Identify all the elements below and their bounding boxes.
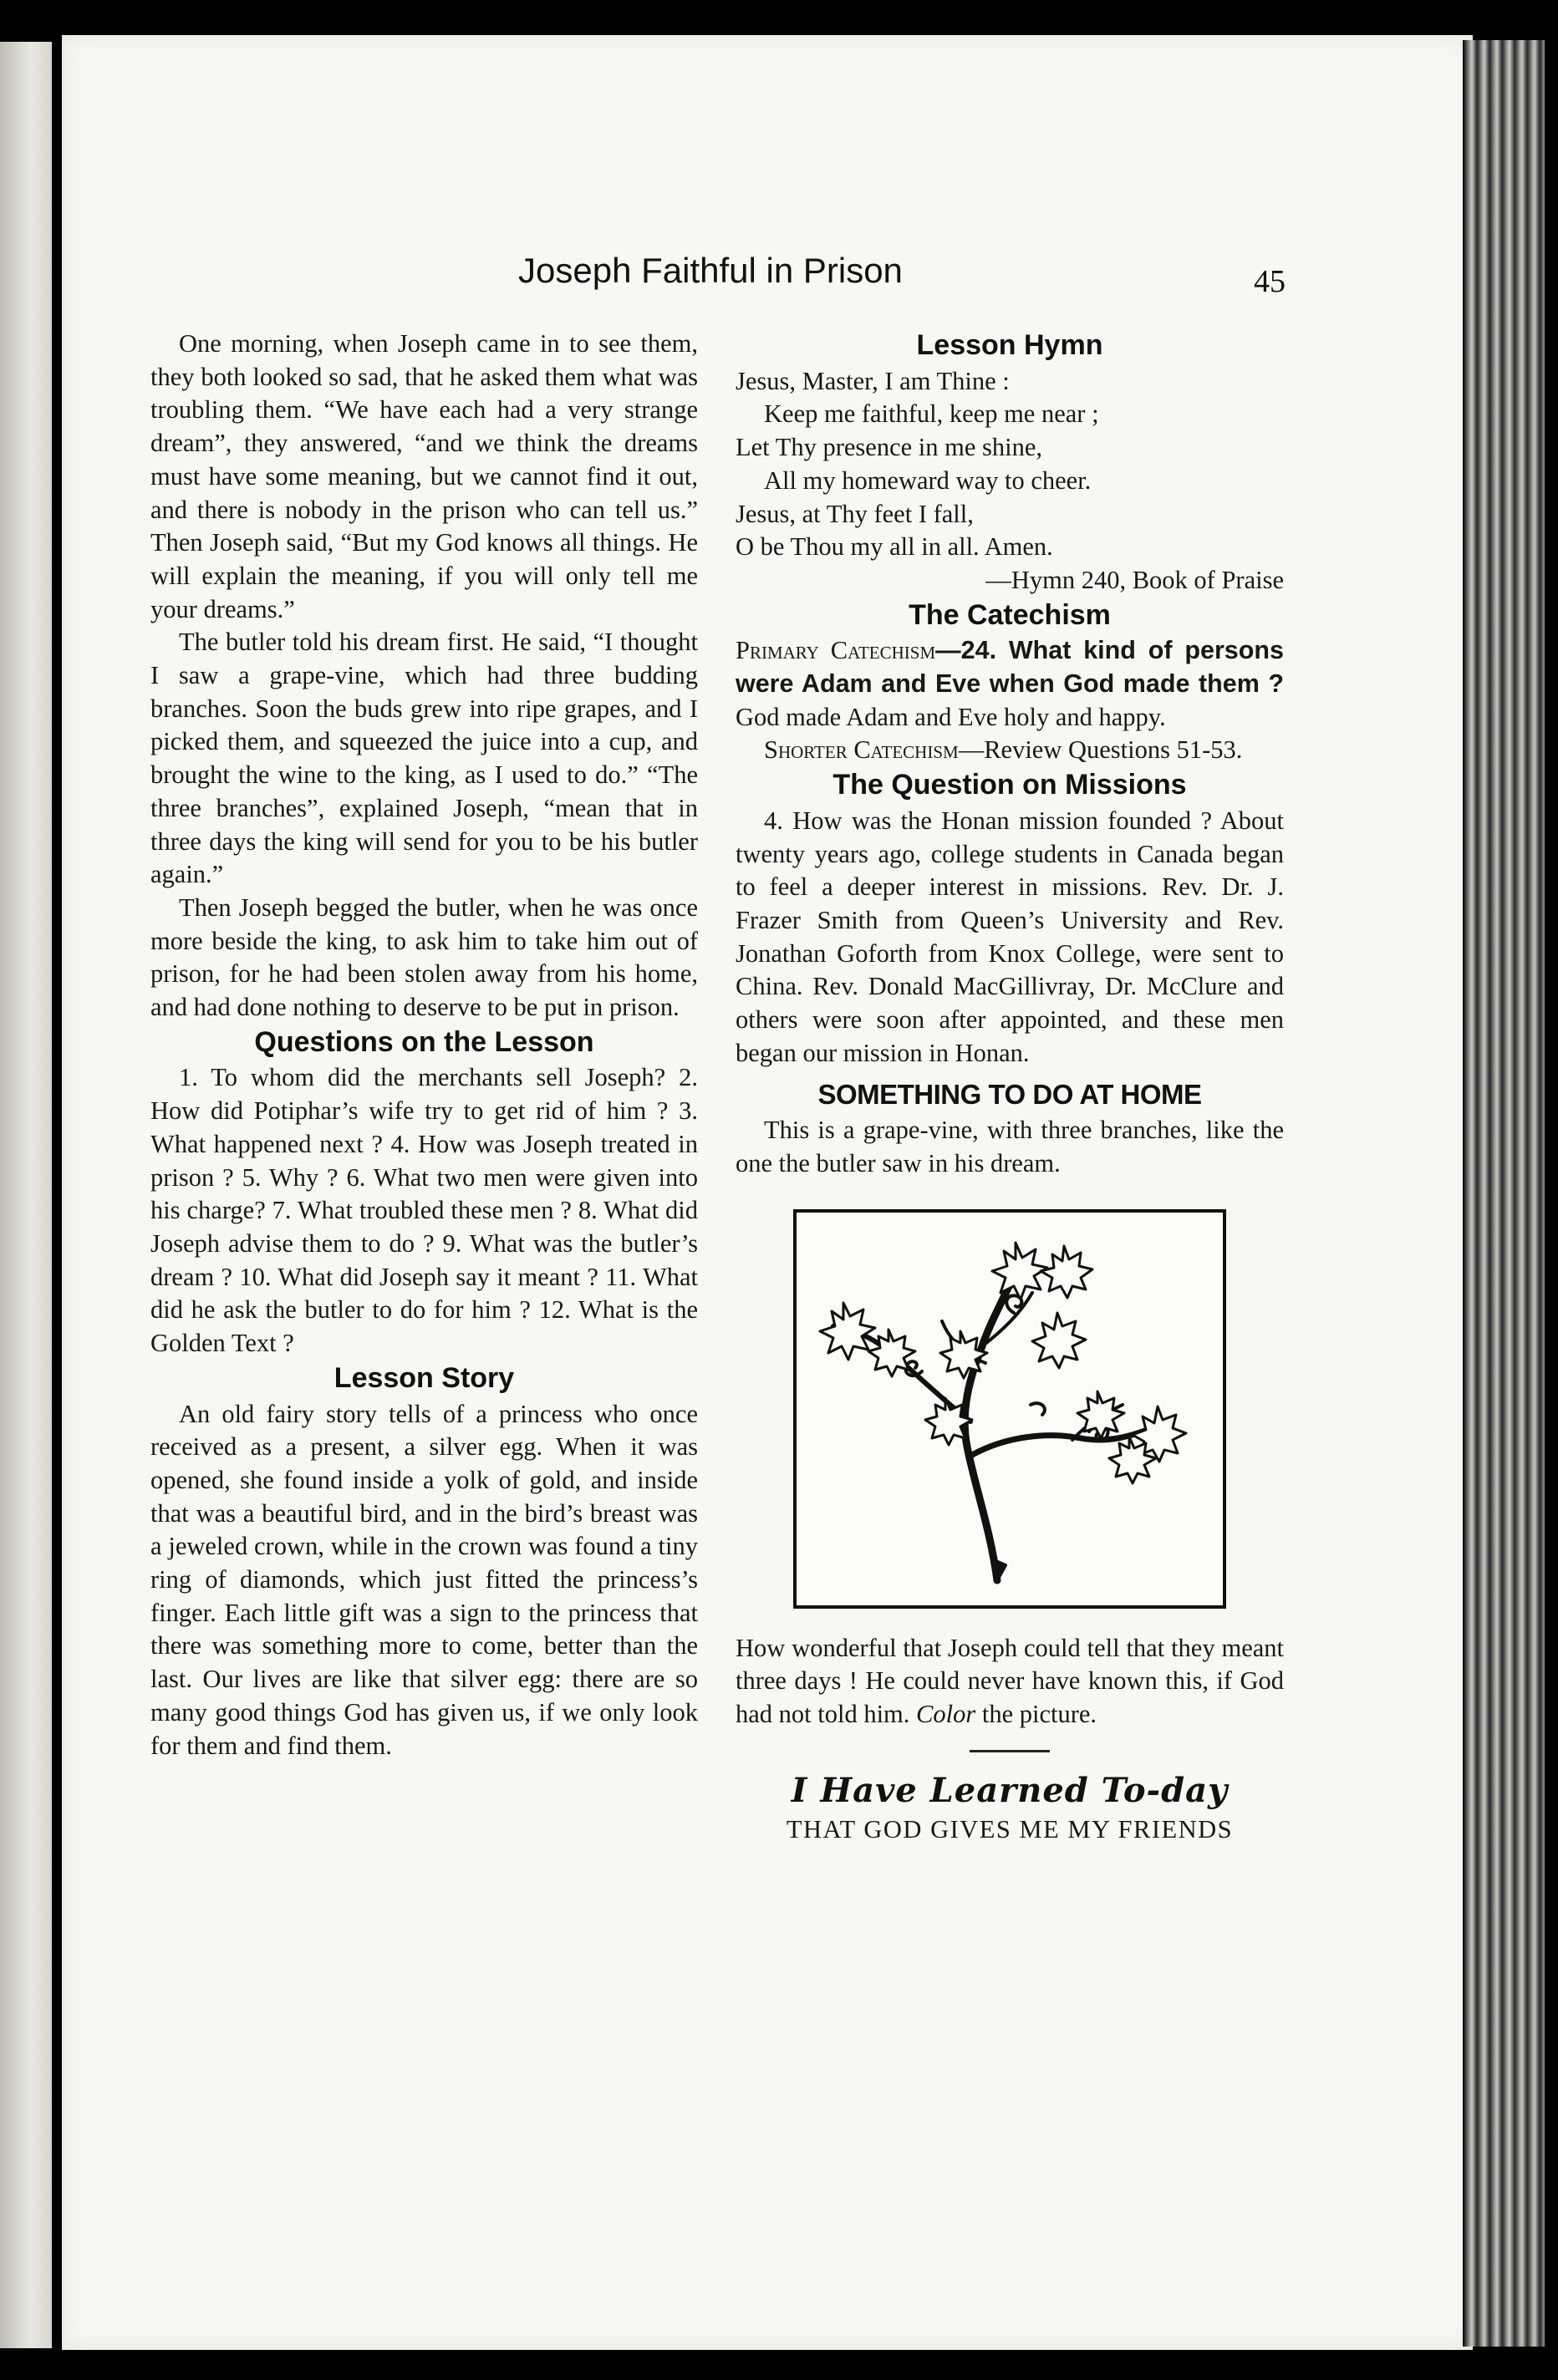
lesson-story-heading: Lesson Story [333,1361,515,1394]
hymn-line: Keep me faithful, keep me near ; [764,399,1099,429]
missions-heading: The Question on Missions [832,769,1187,801]
learned-today-text: THAT GOD GIVES ME MY FRIENDS [786,1815,1234,1844]
facing-page-edge [0,42,52,2348]
story-paragraph-3: Then Joseph begged the butler, when he was once more beside the king, to ask him to take him out of prison, for he had been stolen away from his home, and had done nothing to deserve to be put in prison. [150,892,698,1022]
shorter-catechism [736,734,1284,767]
book-binding [1464,40,1545,2347]
running-title: Joseph Faithful in Prison [518,251,903,290]
after-image-end: the picture. [975,1699,1097,1728]
grape-vine-drawing-icon [797,1213,1223,1605]
grape-vine-illustration [793,1209,1226,1609]
shorter-catechism-label: Shorter Catechism [764,735,959,765]
after-image-sentence: How wonderful that Joseph could tell that they meant three days ! He could never have known this, if God had not told him. [736,1633,1284,1728]
primary-catechism [736,634,1284,734]
hymn-line: Jesus, at Thy feet I fall, [736,499,974,528]
hymn-line: Let Thy presence in me shine, [736,433,1043,462]
after-image-text [736,1632,1284,1732]
hymn-heading: Lesson Hymn [916,329,1103,361]
hymn-attribution: —Hymn 240, Book of Praise [985,565,1284,594]
missions-text: 4. How was the Honan mission founded ? About twenty years ago, college students in Canada began to feel a deeper interest in missions. Rev. Dr. J. Frazer Smith from Queen’s University and Rev. Jonathan Goforth from Knox College, were sent to China. Rev. Donald MacGillivray, Dr. McClure and others were soon after appointed, and these men began our mission in Honan. [736,806,1284,1067]
hymn-line: O be Thou my all in all. Amen. [736,532,1053,562]
something-to-do-text: This is a grape-vine, with three branches, like the one the butler saw in his dream. [736,1116,1284,1177]
hymn-line: Jesus, Master, I am Thine : [736,366,1010,395]
learned-today-heading: I Have Learned To-day [791,1770,1229,1810]
section-divider [970,1750,1050,1752]
hymn-verse [736,365,1284,564]
story-paragraph-1: One morning, when Joseph came in to see them, they both looked so sad, that he asked them what was troubling them. “We have each had a very strange dream”, they answered, “and we think the dreams must have some meaning, but we cannot find it out, and there is nobody in the prison who can tell us.” Then Joseph said, “But my God knows all things. He will explain the meaning, if you will only tell me your dreams.” [150,329,698,623]
primary-catechism-answer: God made Adam and Eve holy and happy. [736,702,1166,731]
left-column [150,328,698,1762]
something-to-do-heading: SOMETHING TO DO AT HOME [817,1079,1202,1111]
story-paragraph-2: The butler told his dream first. He said, “I thought I saw a grape-vine, which had three budding branches. Soon the buds grew into ripe grapes, and I picked them, and squeezed the juice into a cup, and brought the wine to the king, as I used to do.” “The three branches”, explained Joseph, “mean that in three days the king will send for you to be his butler again.” [150,628,698,889]
catechism-heading: The Catechism [909,598,1111,631]
lesson-story-text: An old fairy story tells of a princess who once received as a present, a silver egg. When it was opened, she found inside a yolk of gold, and inside that was a beautiful bird, and in the bird’s breast was a jeweled crown, while in the crown was found a tiny ring of diamonds, which just fitted the princess’s finger. Each little gift was a sign to the princess that there was something more to come, better than the last. Our lives are like that silver egg: there are so many good things God has given us, if we only look for them and find them. [150,1399,698,1760]
shorter-catechism-text: —Review Questions 51-53. [958,735,1243,765]
questions-text: 1. To whom did the merchants sell Joseph? 2. How did Potiphar’s wife try to get rid of him ? 3. What happened next ? 4. How was Joseph treated in prison ? 5. Why ? 6. What two men were given into his charge? 7. What troubled these men ? 8. What did Joseph advise them to do ? 9. What was the butler’s dream ? 10. What did Joseph say it meant ? 11. What did he ask the butler to do for him ? 12. What is the Golden Text ? [150,1063,698,1358]
page-number: 45 [1254,264,1286,299]
right-column [736,328,1284,1847]
questions-heading: Questions on the Lesson [254,1025,594,1058]
hymn-line: All my homeward way to cheer. [764,465,1092,495]
primary-catechism-question: —24. What kind of persons were Adam and Eve when God made them ? [736,636,1284,699]
primary-catechism-label: Primary Catechism [736,636,936,665]
color-word: Color [916,1699,976,1728]
